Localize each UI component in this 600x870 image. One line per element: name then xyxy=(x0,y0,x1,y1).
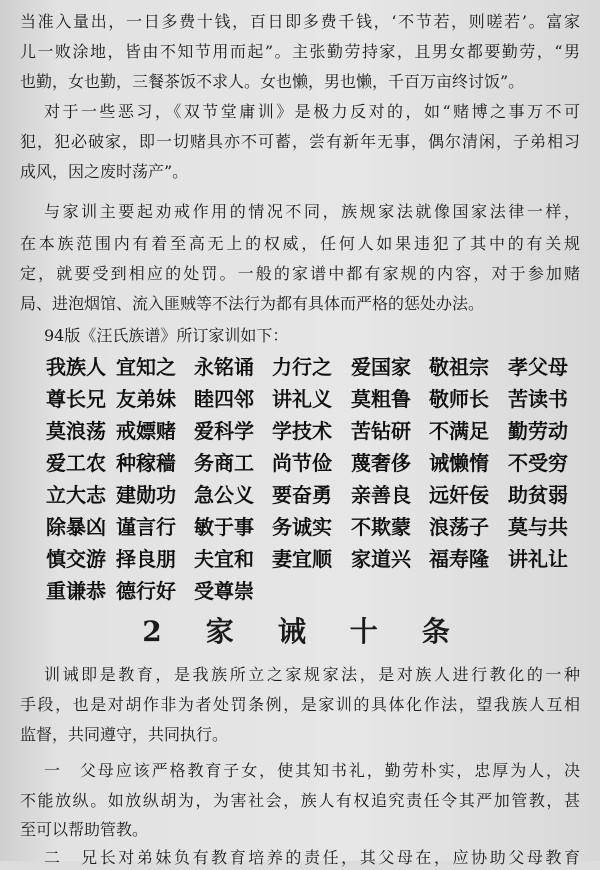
rule-phrase: 不欺蒙 xyxy=(351,515,411,539)
paragraph5-line: 不能放纵。如放纵胡为，为害社会，族人有权追究责任令其严加管教，甚 xyxy=(20,791,580,810)
paragraph2-line: 成风，因之废时荡产”。 xyxy=(20,162,189,181)
rule-phrase: 勤劳动 xyxy=(508,419,568,443)
rule-phrase: 夫宜和 xyxy=(194,547,254,571)
paragraph3-line: 与家训主要起劝戒作用的情况不同，族规家法就像国家法律一样， xyxy=(44,202,580,221)
paragraph3-line: 局、进泡烟馆、流入匪贼等不法行为都有具体而严格的惩处办法。 xyxy=(20,294,485,313)
rule-phrase: 浪荡子 xyxy=(429,515,489,539)
rule-phrase: 家道兴 xyxy=(351,547,411,571)
rule-phrase: 重谦恭 xyxy=(46,579,106,603)
rule-phrase: 永铭诵 xyxy=(194,355,254,379)
paragraph1-line: 当准入量出，一日多费十钱，百日即多费千钱，‘不节若，则嗟若’。富家 xyxy=(20,12,580,31)
rule-phrase: 妻宜顺 xyxy=(272,547,332,571)
rules-intro: 94版《汪氏族谱》所订家训如下： xyxy=(44,326,289,345)
rule-phrase: 除暴凶 xyxy=(46,515,106,539)
rule-phrase: 蔑奢侈 xyxy=(351,451,411,475)
rule-phrase: 谨言行 xyxy=(116,515,176,539)
rule-phrase: 爱工农 xyxy=(46,451,106,475)
rule-phrase: 睦四邻 xyxy=(194,387,254,411)
rule-phrase: 友弟妹 xyxy=(116,387,176,411)
rule-phrase: 务诚实 xyxy=(272,515,332,539)
rule-phrase: 要奋勇 xyxy=(272,483,332,507)
rule-phrase: 建勋功 xyxy=(116,483,176,507)
rule-phrase: 受尊崇 xyxy=(194,579,254,603)
rule-phrase: 尊长兄 xyxy=(46,387,106,411)
paragraph3-line: 在本族范围内有着至高无上的权威，任何人如果违犯了其中的有关规 xyxy=(20,234,580,253)
rule-phrase: 莫与共 xyxy=(508,515,568,539)
rule-phrase: 讲礼让 xyxy=(508,547,568,571)
paragraph4-line: 手段，也是对胡作非为者处罚条例，是家训的具体化作法，望我族人互相 xyxy=(20,695,580,714)
rule-phrase: 择良朋 xyxy=(116,547,176,571)
rule-phrase: 不满足 xyxy=(429,419,489,443)
rule-phrase: 宜知之 xyxy=(116,355,176,379)
rule-phrase: 莫浪荡 xyxy=(46,419,106,443)
rule-phrase: 慎交游 xyxy=(46,547,106,571)
paragraph5-line: 至可以帮助管教。 xyxy=(20,820,149,839)
paragraph1-line: 也勤，女也勤，三餐茶饭不求人。女也懒，男也懒，千百万亩终讨饭”。 xyxy=(20,72,525,91)
rule-phrase: 苦读书 xyxy=(508,387,568,411)
section-heading: 2 家 诫 十 条 xyxy=(142,615,458,648)
rule-phrase: 远奸佞 xyxy=(429,483,489,507)
rule-phrase: 力行之 xyxy=(272,355,332,379)
rule-phrase: 不受穷 xyxy=(508,451,568,475)
rule-phrase: 立大志 xyxy=(46,483,106,507)
rule-phrase: 福寿隆 xyxy=(429,547,489,571)
rule-phrase: 诫懒惰 xyxy=(429,451,489,475)
rule-phrase: 讲礼义 xyxy=(272,387,332,411)
rule-phrase: 孝父母 xyxy=(508,355,568,379)
rule-phrase: 我族人 xyxy=(46,355,106,379)
rule-phrase: 苦钻研 xyxy=(351,419,411,443)
paragraph4-line: 监督，共同遵守，共同执行。 xyxy=(20,725,229,744)
paragraph2-line: 对于一些恶习，《双节堂庸训》是极力反对的，如“赌博之事万不可 xyxy=(44,102,580,121)
rule-phrase: 种稼穑 xyxy=(116,451,176,475)
rule-phrase: 爱科学 xyxy=(194,419,254,443)
rule-phrase: 急公义 xyxy=(194,483,254,507)
rule-phrase: 敏于事 xyxy=(194,515,254,539)
rule-phrase: 爱国家 xyxy=(351,355,411,379)
rule-phrase: 助贫弱 xyxy=(508,483,568,507)
paragraph1-line: 儿一败涂地，皆由不知节用而起”。主张勤劳持家，且男女都要勤劳，“男 xyxy=(20,42,580,61)
rule-phrase: 亲善良 xyxy=(351,483,411,507)
rule-phrase: 学技术 xyxy=(272,419,332,443)
paragraph2-line: 犯，犯必破家，即一切赌具亦不可蓄，尝有新年无事，偶尔清闲，子弟相习 xyxy=(20,132,580,151)
rule-phrase: 尚节俭 xyxy=(272,451,332,475)
rule-phrase: 敬祖宗 xyxy=(429,355,489,379)
rule-phrase: 戒嫖赌 xyxy=(116,419,176,443)
paragraph6-line: 二 兄长对弟妹负有教育培养的责任，其父母在，应协助父母教育 xyxy=(44,848,580,867)
paragraph3-line: 定，就要受到相应的处罚。一般的家谱中都有家规的内容，对于参加赌 xyxy=(20,264,580,283)
paragraph4-line: 训诫即是教育，是我族所立之家规家法，是对族人进行教化的一种 xyxy=(44,665,580,684)
rule-phrase: 莫粗鲁 xyxy=(351,387,411,411)
rule-phrase: 德行好 xyxy=(116,579,176,603)
rule-phrase: 敬师长 xyxy=(429,387,489,411)
paragraph5-line: 一 父母应该严格教育子女，使其知书礼，勤劳朴实，忠厚为人，决 xyxy=(44,761,580,780)
rule-phrase: 务商工 xyxy=(194,451,254,475)
